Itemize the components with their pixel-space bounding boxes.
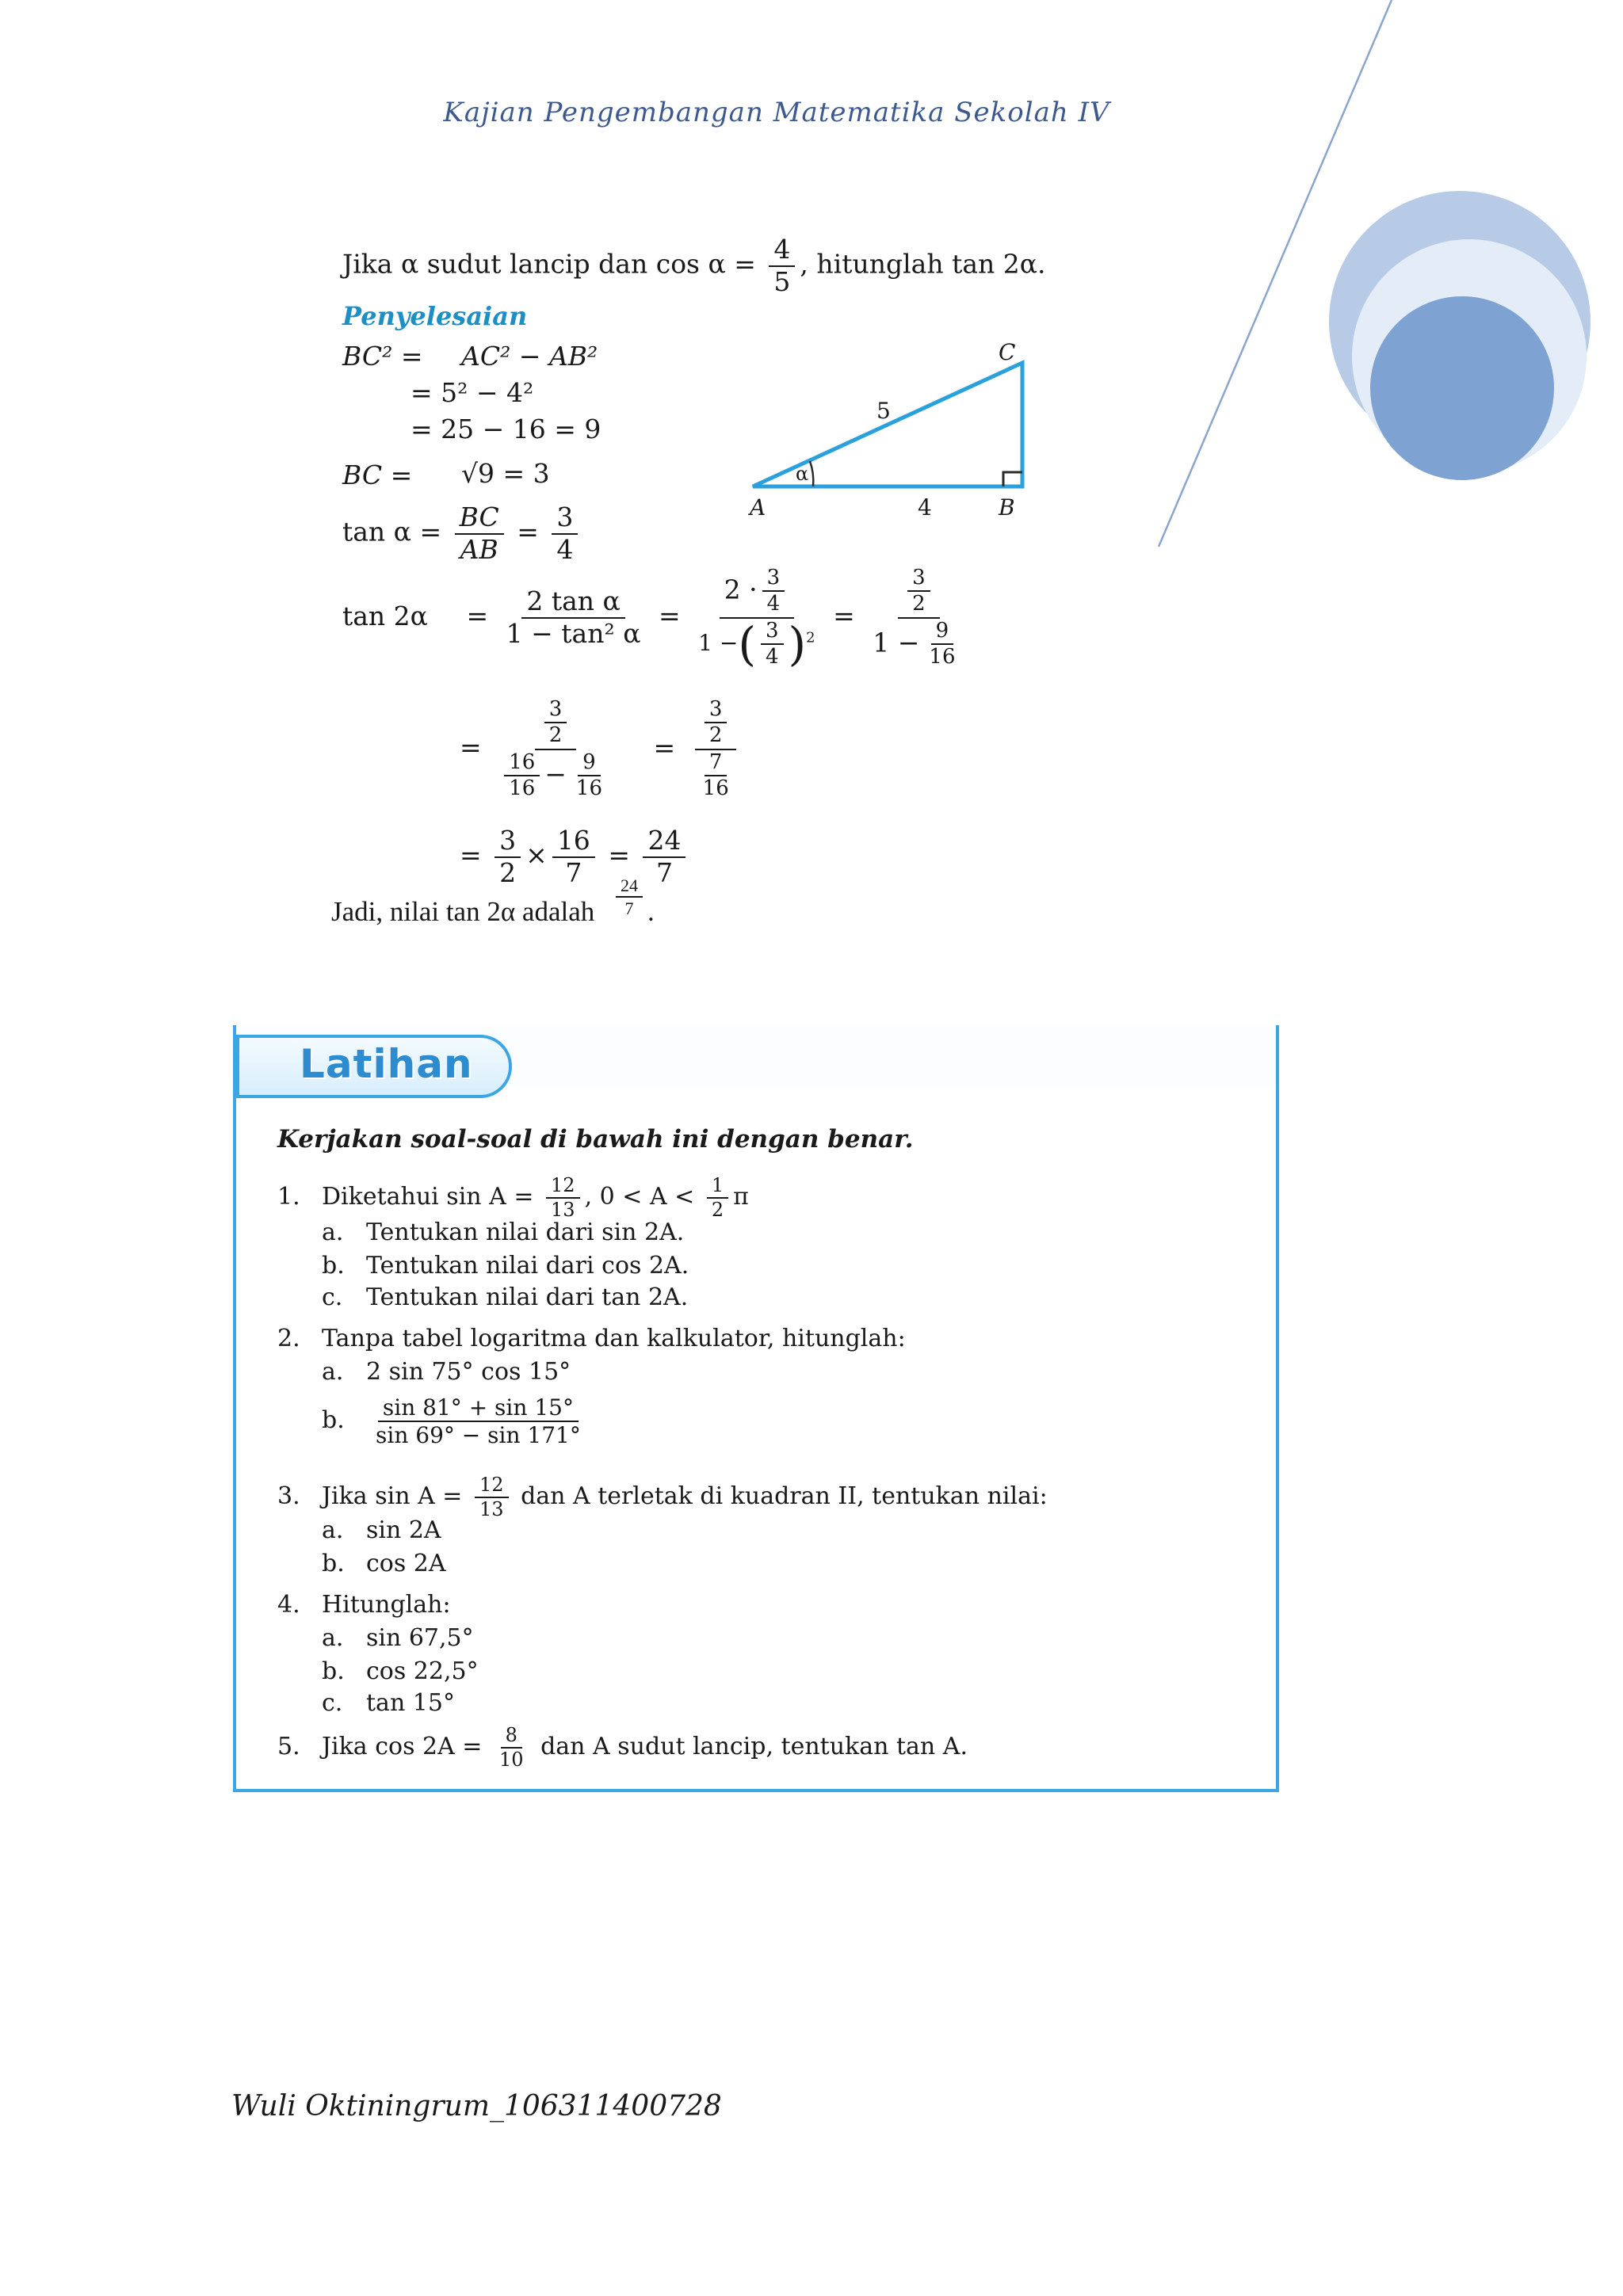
question-number: 4. bbox=[277, 1591, 300, 1619]
frac-num: 2 tan α bbox=[521, 588, 624, 619]
step-1-rhs: AC² − AB² bbox=[461, 341, 598, 372]
conclusion-prefix: Jadi, nilai tan 2α adalah bbox=[331, 896, 595, 928]
sub-label: b. bbox=[322, 1252, 345, 1280]
frac-den: 16 bbox=[575, 776, 602, 800]
equals-sign: = bbox=[658, 600, 681, 631]
vertex-a-label: A bbox=[750, 494, 766, 521]
frac-24-7 bbox=[643, 827, 685, 887]
triangle-shape bbox=[753, 363, 1022, 486]
tan-2alpha-row bbox=[342, 566, 975, 671]
equals-sign: = bbox=[517, 516, 539, 547]
sub-label: b. bbox=[322, 1657, 345, 1685]
angle-arc bbox=[810, 461, 813, 486]
right-triangle-diagram bbox=[737, 339, 1054, 529]
problem-suffix: , hitunglah tan 2α. bbox=[800, 248, 1046, 280]
frac-den: 7 bbox=[655, 856, 673, 888]
sub-text: Tentukan nilai dari cos 2A. bbox=[366, 1252, 689, 1280]
result-row-3 bbox=[460, 827, 690, 887]
prefix: 1 − bbox=[873, 627, 920, 658]
equals-sign: = bbox=[653, 731, 676, 763]
frac-3-4 bbox=[762, 567, 785, 616]
frac-den bbox=[868, 619, 969, 669]
tan-2alpha-formula bbox=[502, 585, 646, 649]
sub-label: a. bbox=[322, 1624, 344, 1652]
sub-label: b. bbox=[322, 1406, 345, 1435]
question-3b bbox=[322, 1550, 446, 1577]
question-suffix: π bbox=[733, 1183, 749, 1211]
frac-num: 1 bbox=[707, 1176, 728, 1199]
frac-num: 9 bbox=[578, 752, 601, 776]
frac-num bbox=[720, 567, 795, 619]
frac-12-13 bbox=[475, 1475, 509, 1520]
question-3 bbox=[277, 1475, 1048, 1520]
result-2b bbox=[689, 699, 743, 799]
frac-den: 13 bbox=[479, 1498, 504, 1521]
frac-16-16 bbox=[504, 749, 540, 800]
step-4-rhs: √9 = 3 bbox=[461, 458, 550, 489]
sub-label: c. bbox=[322, 1283, 343, 1311]
sub-text: 2 sin 75° cos 15° bbox=[366, 1358, 571, 1386]
frac-den bbox=[495, 750, 617, 800]
conclusion bbox=[331, 875, 655, 935]
result-2a bbox=[495, 699, 617, 799]
question-4a bbox=[322, 1624, 474, 1652]
conclusion-fraction bbox=[616, 876, 643, 917]
question-5 bbox=[277, 1726, 968, 1770]
tan-alpha-lhs: tan α = bbox=[342, 516, 442, 547]
sub-text: Tentukan nilai dari sin 2A. bbox=[366, 1219, 685, 1246]
frac-num: 7 bbox=[705, 752, 727, 776]
question-text: Hitunglah: bbox=[322, 1591, 451, 1619]
question-1c bbox=[322, 1283, 688, 1311]
page-footer-author: Wuli Oktiningrum_106311400728 bbox=[231, 2090, 722, 2122]
sub-label: a. bbox=[322, 1516, 344, 1544]
frac-9-16 bbox=[924, 620, 960, 669]
question-4b bbox=[322, 1657, 479, 1685]
frac-num bbox=[898, 567, 940, 619]
frac-den: 7 bbox=[565, 856, 582, 888]
sub-label: b. bbox=[322, 1550, 345, 1577]
step-3: = 25 − 16 = 9 bbox=[411, 414, 601, 444]
question-1b bbox=[322, 1252, 689, 1280]
frac-den: 1 − tan² α bbox=[506, 617, 641, 649]
frac-den bbox=[689, 750, 743, 800]
prefix: 2 · bbox=[724, 574, 758, 605]
frac-den: 1 −( $\frac{3}{4}$ )$^2$ bbox=[698, 616, 815, 671]
frac-num bbox=[695, 699, 737, 750]
page-header-title: Kajian Pengembangan Matematika Sekolah IV bbox=[443, 97, 1110, 128]
question-1 bbox=[277, 1176, 749, 1220]
frac-den: 10 bbox=[499, 1749, 524, 1772]
frac-den: 2 bbox=[499, 856, 517, 888]
prefix: 1 − bbox=[698, 629, 739, 656]
frac-num: 4 bbox=[769, 236, 795, 267]
frac-num: 12 bbox=[475, 1475, 509, 1498]
frac-den: 4 bbox=[556, 533, 574, 565]
frac-8-10 bbox=[495, 1726, 529, 1770]
frac-num: 16 bbox=[504, 752, 540, 776]
question-mid: , 0 < A < bbox=[584, 1183, 695, 1211]
question-1a bbox=[322, 1219, 684, 1246]
sub-label: a. bbox=[322, 1219, 344, 1246]
tan-alpha-row bbox=[342, 504, 582, 563]
question-prefix: Jika cos 2A = bbox=[322, 1733, 483, 1761]
problem-fraction bbox=[769, 236, 795, 296]
frac-num: 3 bbox=[495, 827, 521, 858]
frac-den: 16 bbox=[509, 776, 536, 800]
sub-text: sin 2A bbox=[366, 1516, 441, 1544]
sub-label: c. bbox=[322, 1689, 343, 1717]
vertex-c-label: C bbox=[999, 339, 1016, 365]
question-2b bbox=[322, 1396, 590, 1447]
question-4c bbox=[322, 1689, 455, 1717]
frac-num: 12 bbox=[546, 1176, 580, 1199]
frac-num: 8 bbox=[501, 1726, 522, 1749]
example-problem bbox=[342, 236, 1046, 296]
frac-num: BC bbox=[455, 504, 504, 535]
frac-den: 2 bbox=[912, 592, 926, 616]
result-row-2 bbox=[460, 699, 748, 799]
base-label: 4 bbox=[918, 494, 932, 521]
step-1-lhs: BC² = bbox=[342, 341, 423, 372]
sub-text: Tentukan nilai dari tan 2A. bbox=[366, 1283, 689, 1311]
frac-num: 9 bbox=[931, 620, 954, 645]
frac-num: 3 bbox=[762, 567, 785, 592]
question-number: 2. bbox=[277, 1325, 300, 1352]
frac-den: 4 bbox=[766, 592, 781, 616]
minus-sign: − bbox=[544, 757, 567, 789]
tan-alpha-value bbox=[552, 504, 578, 563]
frac-den: 2 bbox=[708, 723, 723, 748]
frac-7-16 bbox=[698, 749, 734, 800]
equals-sign: = bbox=[460, 839, 482, 871]
solution-heading: Penyelesaian bbox=[342, 301, 528, 331]
question-number: 3. bbox=[277, 1482, 300, 1511]
frac-num: 3 bbox=[761, 620, 784, 645]
equals-sign: = bbox=[460, 731, 482, 763]
frac-den: 7 bbox=[624, 898, 634, 919]
frac-16-7 bbox=[552, 827, 595, 887]
question-prefix: Diketahui sin A = bbox=[322, 1183, 534, 1211]
hypotenuse-label: 5 bbox=[876, 398, 891, 424]
right-angle-marker bbox=[1003, 472, 1022, 486]
frac-den: 4 bbox=[765, 645, 779, 669]
frac-den: 13 bbox=[551, 1199, 575, 1222]
sub-text: tan 15° bbox=[366, 1689, 455, 1717]
decorative-circle-inner bbox=[1370, 296, 1554, 480]
question-number: 5. bbox=[277, 1733, 300, 1761]
question-suffix: dan A terletak di kuadran II, tentukan nilai: bbox=[521, 1482, 1048, 1511]
frac-3-2 bbox=[907, 567, 930, 616]
tan-2alpha-lhs: tan 2α bbox=[342, 600, 428, 631]
frac-num: 3 bbox=[552, 504, 578, 535]
angle-label: α bbox=[796, 463, 809, 485]
frac-3-2 bbox=[705, 699, 727, 747]
frac-9-16 bbox=[571, 749, 607, 800]
frac-num: 3 bbox=[705, 699, 727, 723]
question-prefix: Jika sin A = bbox=[322, 1482, 463, 1511]
question-4 bbox=[277, 1591, 451, 1619]
frac-3-2 bbox=[544, 699, 567, 747]
frac-num: 24 bbox=[643, 827, 685, 858]
frac-3-4 bbox=[761, 620, 784, 669]
equals-sign: = bbox=[466, 600, 489, 631]
question-number: 1. bbox=[277, 1183, 300, 1211]
question-3a bbox=[322, 1516, 441, 1544]
question-suffix: dan A sudut lancip, tentukan tan A. bbox=[540, 1733, 968, 1761]
question-2a bbox=[322, 1358, 571, 1386]
trig-fraction bbox=[371, 1396, 586, 1447]
frac-den: 2 bbox=[548, 723, 563, 748]
equals-sign: = bbox=[833, 600, 855, 631]
step-2: = 5² − 4² bbox=[411, 377, 534, 408]
equals-sign: = bbox=[608, 839, 630, 871]
sub-text: cos 22,5° bbox=[366, 1657, 479, 1685]
frac-den: 16 bbox=[702, 776, 729, 800]
frac-den: 2 bbox=[711, 1199, 724, 1222]
tan-2alpha-step3 bbox=[868, 567, 969, 668]
tan-alpha-fraction bbox=[455, 504, 504, 563]
vertex-b-label: B bbox=[999, 494, 1015, 521]
frac-num: 24 bbox=[616, 876, 643, 898]
frac-3-2 bbox=[495, 827, 521, 887]
frac-den: 5 bbox=[773, 265, 791, 297]
question-2 bbox=[277, 1325, 906, 1352]
problem-prefix: Jika α sudut lancip dan cos α = bbox=[342, 248, 756, 280]
exponent: 2 bbox=[806, 629, 815, 646]
frac-num: 3 bbox=[907, 567, 930, 592]
frac-12-13 bbox=[546, 1176, 580, 1220]
frac-num bbox=[535, 699, 577, 750]
question-text: Tanpa tabel logaritma dan kalkulator, hitunglah: bbox=[322, 1325, 906, 1352]
frac-den: sin 69° − sin 171° bbox=[376, 1422, 581, 1449]
frac-den: 16 bbox=[929, 645, 956, 669]
sub-text: cos 2A bbox=[366, 1550, 446, 1577]
sub-label: a. bbox=[322, 1358, 344, 1386]
sub-text: sin 67,5° bbox=[366, 1624, 474, 1652]
conclusion-suffix: . bbox=[647, 896, 655, 928]
latihan-title: Latihan bbox=[300, 1041, 473, 1087]
step-4-lhs: BC = bbox=[342, 460, 413, 490]
frac-num: 3 bbox=[544, 699, 567, 723]
tan-2alpha-substituted bbox=[693, 566, 819, 671]
frac-1-2 bbox=[707, 1176, 728, 1220]
latihan-instruction: Kerjakan soal-soal di bawah ini dengan benar. bbox=[277, 1125, 914, 1154]
frac-den: AB bbox=[460, 533, 498, 565]
frac-num: 16 bbox=[552, 827, 595, 858]
frac-num: sin 81° + sin 15° bbox=[378, 1396, 579, 1422]
times-sign: × bbox=[525, 839, 548, 871]
